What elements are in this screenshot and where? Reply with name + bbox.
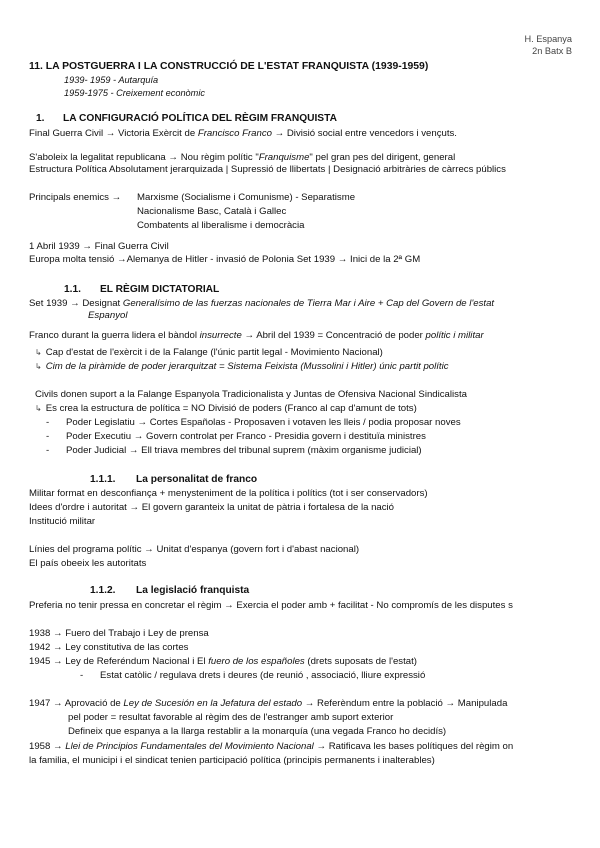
section-1-heading: LA CONFIGURACIÓ POLÍTICA DEL RÈGIM FRANQUISTA xyxy=(63,113,337,124)
period-autarquia: 1939- 1959 - Autarquía xyxy=(64,75,159,85)
paragraph-line: Institució militar xyxy=(29,516,96,527)
list-item: ↳ Cim de la piràmide de poder jerarquitzat = Sistema Feixista (Mussolini i Hitler) únic partit polític xyxy=(35,361,449,372)
arrow-bullet-icon: ↳ xyxy=(35,404,42,413)
paragraph-final-guerra: Final Guerra Civil → Victoria Exèrcit de Francisco Franco → Divisió social entre vencedors i vençuts. xyxy=(29,128,457,139)
paragraph-designat-cont: Espanyol xyxy=(88,310,128,321)
paragraph-designat: Set 1939 → Designat Generalísimo de las fuerzas nacionales de Tierra Mar i Aire + Cap del Govern de l'estat xyxy=(29,298,495,309)
power-item: - Poder Executiu → Govern controlat per Franco - Presidia govern i destituïa ministres xyxy=(46,431,426,442)
paragraph-legalitat: S'aboleix la legalitat republicana → Nou règim polític "Franquisme" pel gran pes del dirigent, general xyxy=(29,152,456,163)
period-creixement: 1959-1975 - Creixement econòmic xyxy=(64,88,205,98)
enemy-item: Marxisme (Socialisme i Comunisme) - Separatisme xyxy=(137,192,356,203)
timeline-1947-cont: Defineix que espanya a la llarga restablir a la monarquía (una vegada Franco ho decidís) xyxy=(68,726,447,737)
timeline-item-1942: 1942 → Ley constitutiva de las cortes xyxy=(29,642,189,653)
dash-bullet-icon: - xyxy=(46,445,50,456)
list-item: ↳ Cap d'estat de l'exèrcit i de la Falange (l'únic partit legal - Movimiento Nacional) xyxy=(35,347,383,358)
arrow-bullet-icon: ↳ xyxy=(35,348,42,357)
section-1-1-1-heading: La personalitat de franco xyxy=(136,474,258,485)
paragraph-line: El país obeeix les autoritats xyxy=(29,558,147,569)
timeline-1958-cont: la familia, el municipi i el sindicat tenien participació política (principis permanents i inalterables) xyxy=(29,755,435,766)
paragraph-line: Idees d'ordre i autoritat → El govern garanteix la unitat de pàtria i fortalesa de la nació xyxy=(29,502,395,513)
arrow-bullet-icon: ↳ xyxy=(35,362,42,371)
enemies-label: Principals enemics → xyxy=(29,192,122,203)
paragraph-line: Línies del programa polític → Unitat d'espanya (govern fort i d'abast nacional) xyxy=(29,544,360,555)
list-item: ↳ Es crea la estructura de política = NO Divisió de poders (Franco al cap d'amunt de tots) xyxy=(35,403,417,414)
paragraph-europa: Europa molta tensió →Alemanya de Hitler - invasió de Polonia Set 1939 → Inici de la 2ª GM xyxy=(29,254,421,265)
timeline-1947-cont: pel poder = resultat favorable al règim des de l'estranger amb suport exterior xyxy=(68,712,394,723)
dash-bullet-icon: - xyxy=(80,670,84,681)
timeline-item-1938: 1938 → Fuero del Trabajo i Ley de prensa xyxy=(29,628,209,639)
dash-bullet-icon: - xyxy=(46,417,50,428)
section-1-1-heading: EL RÈGIM DICTATORIAL xyxy=(100,284,220,295)
paragraph-line: Militar format en desconfiança + menysteniment de la política i polítics (tot i ser conservadors) xyxy=(29,488,428,499)
franco-name: Francisco Franco xyxy=(197,128,272,139)
section-1-1-2-heading: La legislació franquista xyxy=(136,585,250,596)
enemy-item: Combatents al liberalisme i democràcia xyxy=(137,220,305,231)
paragraph-franco-guerra: Franco durant la guerra lidera el bàndol insurrecte → Abril del 1939 = Concentració de poder polític i militar xyxy=(29,330,484,341)
dash-bullet-icon: - xyxy=(46,431,50,442)
document-title: 11. LA POSTGUERRA I LA CONSTRUCCIÓ DE L'ESTAT FRANQUISTA (1939-1959) xyxy=(29,61,429,72)
timeline-item-1947: 1947 → Aprovació de Ley de Sucesión en la Jefatura del estado → Referèndum entre la població → Manipulada xyxy=(29,698,508,709)
power-item: - Poder Judicial → Ell triava membres del tribunal suprem (màxim organisme judicial) xyxy=(46,445,422,456)
section-1-number: 1. xyxy=(36,113,45,124)
section-1-1-1-number: 1.1.1. xyxy=(90,474,116,485)
paragraph-civils: Civils donen suport a la Falange Espanyola Tradicionalista y Juntas de Ofensiva Nacional Sindicalista xyxy=(35,389,467,400)
timeline-subitem-1945: - Estat catòlic / regulava drets i deures (de reunió , associació, lliure expressió xyxy=(80,670,426,681)
paragraph-intro: Preferia no tenir pressa en concretar el règim → Exercia el poder amb + facilitat - No compromís de les disputes s xyxy=(29,600,513,611)
power-item: - Poder Legislatiu → Cortes Españolas - Proposaven i votaven les lleis / podia proposar noves xyxy=(46,417,461,428)
paragraph-estructura: Estructura Política Absolutament jerarquizada | Supressió de llibertats | Designació arbitràries de càrrecs públics xyxy=(29,164,506,175)
paragraph-final-guerra-date: 1 Abril 1939 → Final Guerra Civil xyxy=(29,241,169,252)
section-1-1-2-number: 1.1.2. xyxy=(90,585,116,596)
header-course: 2n Batx B xyxy=(532,46,572,56)
header-author: H. Espanya xyxy=(524,34,572,44)
section-1-1-number: 1.1. xyxy=(64,284,81,295)
timeline-item-1958: 1958 → Llei de Principios Fundamentales del Movimiento Nacional → Ratificava les bases polítiques del règim on xyxy=(29,741,514,752)
timeline-item-1945: 1945 → Ley de Referéndum Nacional i El fuero de los españoles (drets suposats de l'estat) xyxy=(29,656,417,667)
enemy-item: Nacionalisme Basc, Català i Gallec xyxy=(137,206,287,217)
